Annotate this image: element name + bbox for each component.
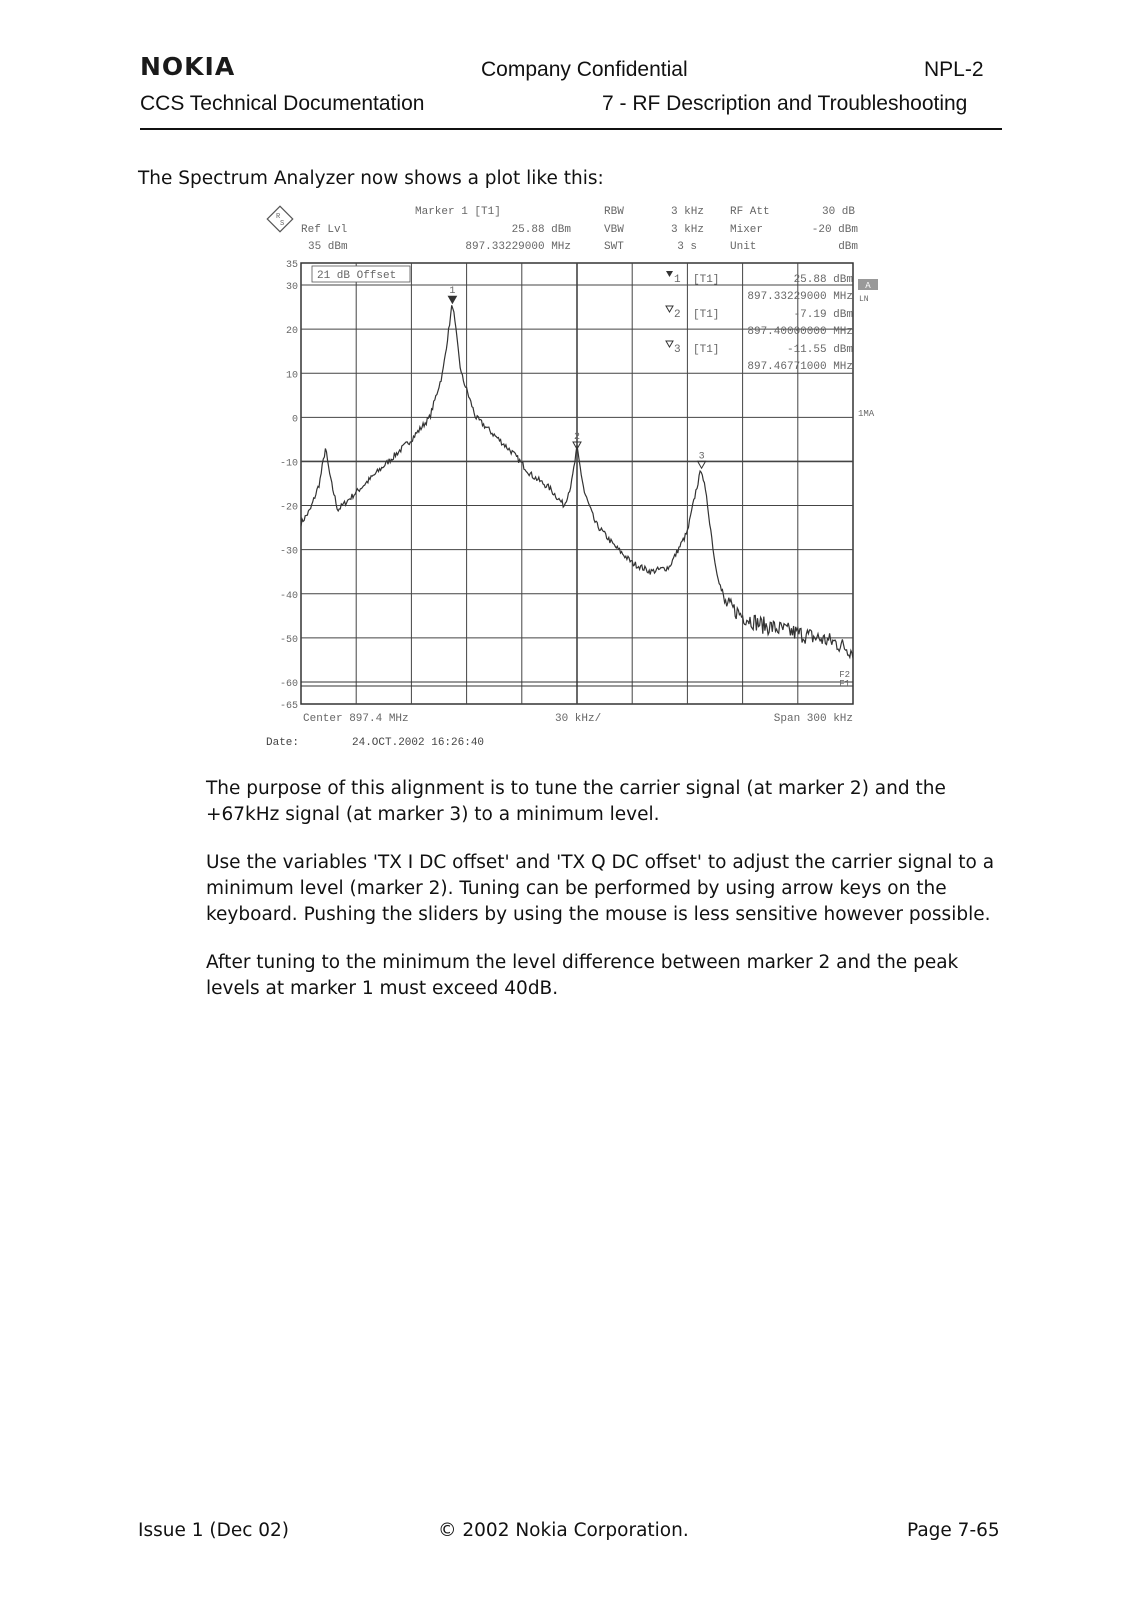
intro-text: The Spectrum Analyzer now shows a plot like this: — [138, 168, 604, 189]
trace-1ma-label: 1MA — [858, 409, 875, 419]
spectrum-analyzer-plot — [258, 198, 898, 753]
rf-att-label: RF Att — [730, 206, 770, 218]
ln-label: LN — [859, 295, 869, 304]
svg-text:[T1]: [T1] — [693, 344, 720, 356]
f2-label: F2 — [839, 670, 850, 680]
center-frequency: Center 897.4 MHz — [303, 713, 409, 725]
offset-label: 21 dB Offset — [317, 270, 397, 282]
unit-label: Unit — [730, 241, 757, 253]
marker-3-triangle-icon — [666, 341, 673, 347]
document-title: CCS Technical Documentation — [140, 92, 425, 115]
svg-text:897.46771000 MHz: 897.46771000 MHz — [747, 361, 853, 373]
marker-frequency: 897.33229000 MHz — [465, 241, 571, 253]
paragraph-variables: Use the variables 'TX I DC offset' and 'TX Q DC offset' to adjust the carrier signal to a minimum level (marker 2). Tuning can be performed by using arrow keys on the keyboard. Pushing the sliders by using the mouse is less sensitive however possible. — [206, 852, 995, 925]
span-frequency: Span 300 kHz — [773, 713, 853, 725]
vbw-value: 3 kHz — [670, 224, 704, 236]
svg-text:-7.19 dBm: -7.19 dBm — [793, 309, 853, 321]
svg-text:R: R — [276, 213, 281, 221]
marker-3-point — [698, 461, 706, 468]
vbw-label: VBW — [604, 224, 624, 236]
svg-text:897.33229000 MHz: 897.33229000 MHz — [747, 291, 853, 303]
y-tick-label: -20 — [279, 502, 298, 514]
svg-text:897.40000000 MHz: 897.40000000 MHz — [747, 326, 853, 338]
svg-text:1: 1 — [674, 274, 681, 286]
svg-text:3: 3 — [674, 344, 681, 356]
marker-level: 25.88 dBm — [511, 224, 571, 236]
f1-label: F1 — [839, 679, 850, 689]
rf-att-value: 30 dB — [821, 206, 855, 218]
date-label: Date: — [266, 737, 300, 749]
svg-text:[T1]: [T1] — [693, 309, 720, 321]
marker-2-label: 2 — [573, 432, 581, 444]
svg-text:2: 2 — [674, 309, 681, 321]
marker-readout-2 — [666, 306, 853, 338]
confidentiality-label: Company Confidential — [481, 58, 688, 81]
marker-1-label: 1 — [449, 286, 456, 298]
nokia-logo: NOKIA — [140, 52, 236, 81]
chapter-title: 7 - RF Description and Troubleshooting — [602, 92, 968, 115]
paragraph-purpose: The purpose of this alignment is to tune the carrier signal (at marker 2) and the +67kHz signal (at marker 3) to a minimum level. — [206, 778, 946, 825]
product-code: NPL-2 — [924, 58, 984, 81]
y-tick-label: 35 — [285, 260, 298, 271]
y-tick-label: 0 — [291, 414, 298, 426]
y-tick-label: 20 — [285, 326, 298, 338]
ref-lvl-value: 35 dBm — [308, 241, 348, 253]
marker-readout-3 — [666, 341, 853, 373]
y-tick-label: -65 — [279, 701, 298, 712]
unit-value: dBm — [838, 241, 858, 253]
trace-a-label: A — [865, 281, 871, 291]
y-tick-label: -60 — [279, 678, 298, 690]
rbw-value: 3 kHz — [670, 206, 704, 218]
page-number: Page 7-65 — [907, 1520, 1000, 1541]
svg-text:S: S — [280, 220, 285, 228]
y-tick-label: 30 — [285, 282, 298, 294]
swt-value: 3 s — [677, 241, 697, 253]
y-tick-label: 10 — [285, 370, 298, 382]
svg-text:-11.55 dBm: -11.55 dBm — [786, 344, 853, 356]
marker-3-label: 3 — [698, 451, 705, 463]
mixer-value: -20 dBm — [811, 224, 858, 236]
mixer-label: Mixer — [730, 224, 764, 236]
marker-1-point — [448, 296, 456, 303]
marker-title: Marker 1 [T1] — [415, 206, 501, 218]
marker-readout-1 — [666, 271, 853, 303]
copyright-label: © 2002 Nokia Corporation. — [438, 1520, 689, 1541]
svg-text:[T1]: [T1] — [693, 274, 720, 286]
rohde-schwarz-logo-icon — [267, 206, 292, 231]
y-tick-label: -50 — [279, 634, 298, 646]
rbw-label: RBW — [604, 206, 624, 218]
y-tick-label: -40 — [279, 590, 298, 602]
swt-label: SWT — [604, 241, 624, 253]
y-axis-tick-labels — [280, 260, 298, 712]
y-tick-label: -10 — [279, 458, 298, 470]
header-rule — [140, 128, 1002, 130]
svg-text:25.88 dBm: 25.88 dBm — [793, 274, 853, 286]
y-tick-label: -30 — [279, 546, 298, 558]
paragraph-level-difference: After tuning to the minimum the level difference between marker 2 and the peak levels at marker 1 must exceed 40dB. — [206, 952, 959, 999]
issue-label: Issue 1 (Dec 02) — [138, 1520, 290, 1541]
marker-1-filled-triangle-icon — [666, 271, 673, 277]
division-scale: 30 kHz/ — [555, 713, 602, 725]
ref-lvl-label: Ref Lvl — [301, 224, 348, 236]
date-value: 24.OCT.2002 16:26:40 — [352, 737, 485, 749]
marker-2-triangle-icon — [666, 306, 673, 312]
